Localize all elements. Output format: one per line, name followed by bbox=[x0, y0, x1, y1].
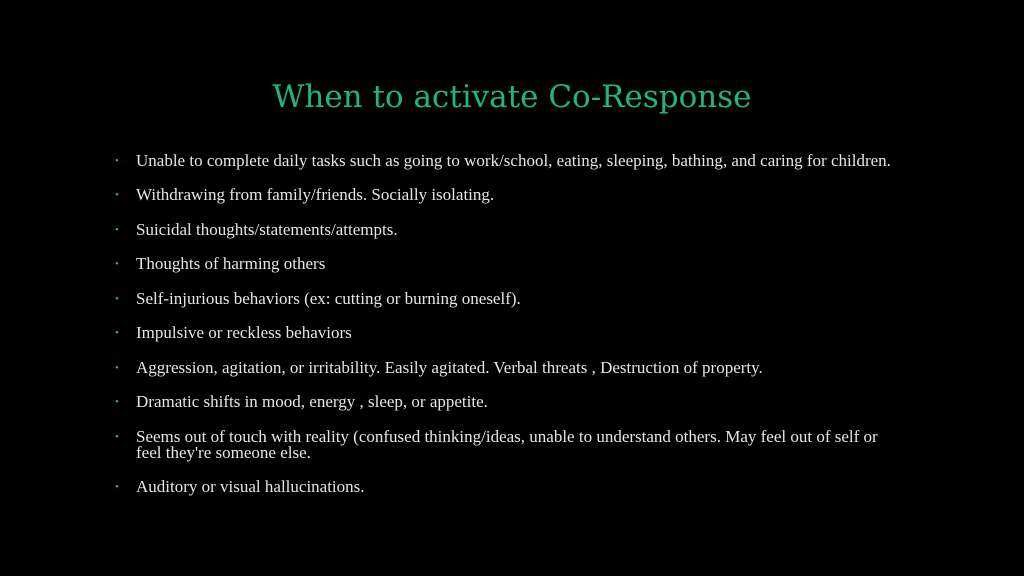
bullet-icon: • bbox=[115, 223, 119, 236]
bullet-icon: • bbox=[115, 189, 119, 201]
bullet-text: Unable to complete daily tasks such as going to work/school, eating, sleeping, bathing, and caring for children. bbox=[136, 151, 891, 170]
bullet-icon: • bbox=[115, 361, 119, 374]
bullet-text: Suicidal thoughts/statements/attempts. bbox=[136, 219, 398, 239]
bullet-text: Impulsive or reckless behaviors bbox=[136, 323, 352, 342]
bullet-item bbox=[112, 394, 902, 410]
bullet-icon: • bbox=[115, 292, 119, 305]
bullet-icon: • bbox=[115, 258, 119, 270]
bullet-item bbox=[112, 426, 902, 462]
bullet-item bbox=[112, 256, 902, 272]
bullet-list bbox=[112, 153, 902, 513]
bullet-text: Thoughts of harming others bbox=[136, 254, 326, 273]
bullet-icon: • bbox=[115, 396, 119, 408]
bullet-icon: • bbox=[115, 430, 119, 443]
bullet-text: Aggression, agitation, or irritability. Easily agitated. Verbal threats , Destruction of property. bbox=[136, 357, 763, 377]
slide-title: When to activate Co-Response bbox=[272, 79, 752, 115]
bullet-item bbox=[112, 325, 902, 341]
bullet-text: Dramatic shifts in mood, energy , sleep, or appetite. bbox=[136, 392, 488, 411]
bullet-text: Withdrawing from family/friends. Socially isolating. bbox=[136, 185, 495, 204]
bullet-icon: • bbox=[115, 480, 119, 493]
bullet-text: Self-injurious behaviors (ex: cutting or burning oneself). bbox=[136, 288, 521, 308]
bullet-text: Seems out of touch with reality (confused thinking/ideas, unable to understand others. May feel out of self or feel they're someone else. bbox=[136, 426, 878, 462]
bullet-item bbox=[112, 288, 902, 308]
bullet-icon: • bbox=[115, 155, 119, 167]
bullet-item bbox=[112, 153, 902, 169]
bullet-item bbox=[112, 187, 902, 203]
bullet-item bbox=[112, 219, 902, 239]
bullet-text: Auditory or visual hallucinations. bbox=[136, 476, 365, 496]
bullet-item bbox=[112, 357, 902, 377]
bullet-item bbox=[112, 476, 902, 496]
bullet-icon: • bbox=[115, 327, 119, 339]
